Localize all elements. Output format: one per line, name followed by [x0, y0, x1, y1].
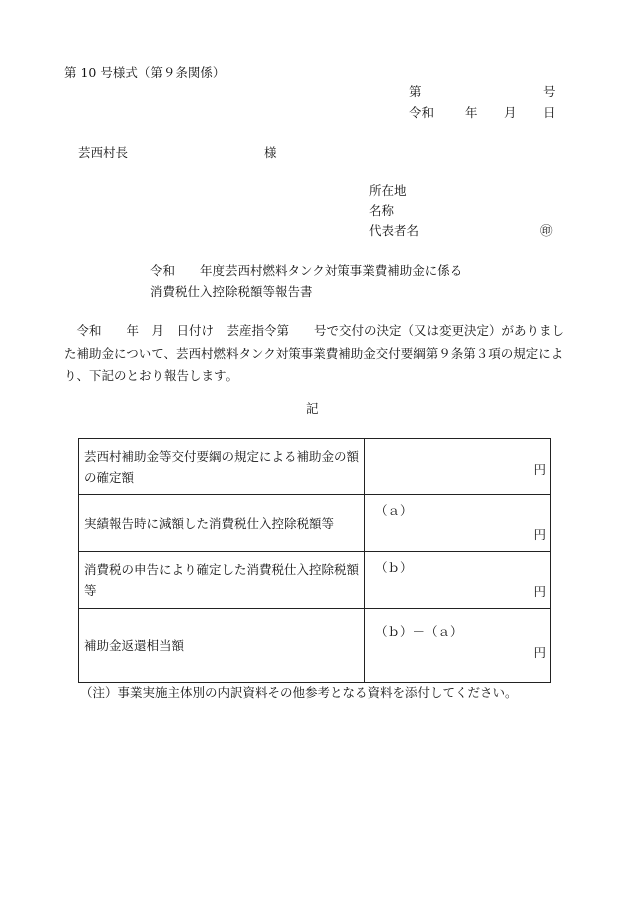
- table-row: [79, 495, 551, 552]
- report-table: [78, 438, 551, 683]
- row-label: 消費税の申告により確定した消費税仕入控除税額等: [79, 552, 365, 609]
- ki-heading: 記: [306, 401, 319, 416]
- yen-unit: 円: [533, 583, 546, 599]
- form-number: 第 10 号様式（第９条関係）: [64, 65, 226, 80]
- row-value-cell: [365, 552, 551, 609]
- table-row: [79, 609, 551, 683]
- doc-number-prefix: 第: [409, 84, 422, 99]
- row-tag: （ｂ）－（ａ）: [375, 624, 463, 639]
- seal-icon: ㊞: [540, 223, 553, 238]
- row-value-cell: [365, 439, 551, 495]
- row-label: 補助金返還相当額: [79, 609, 365, 683]
- date-year: 年: [465, 105, 478, 120]
- row-value-cell: [365, 495, 551, 552]
- date-month: 月: [504, 105, 517, 120]
- name-label: 名称: [369, 203, 395, 218]
- addressee-honorific: 様: [264, 145, 277, 160]
- title-line-2: 消費税仕入控除税額等報告書: [150, 284, 313, 299]
- table-row: [79, 439, 551, 495]
- title-line-1: 令和 年度芸西村燃料タンク対策事業費補助金に係る: [150, 263, 463, 278]
- row-label: 実績報告時に減額した消費税仕入控除税額等: [79, 495, 365, 552]
- table-row: [79, 552, 551, 609]
- note: （注）事業実施主体別の内訳資料その他参考となる資料を添付してください。: [80, 685, 518, 700]
- date-day: 日: [543, 105, 556, 120]
- body-paragraph: 令和 年 月 日付け 芸産指令第 号で交付の決定（又は変更決定）がありました補助金について、芸西村燃料タンク対策事業費補助金交付要綱第９条第３項の規定により、下記のとおり報告します。: [64, 323, 565, 383]
- representative-label: 代表者名: [369, 223, 420, 238]
- address-label: 所在地: [369, 183, 407, 198]
- date-era: 令和: [409, 105, 435, 120]
- row-tag: （ａ）: [375, 503, 413, 518]
- row-label: 芸西村補助金等交付要綱の規定による補助金の額の確定額: [79, 439, 365, 495]
- yen-unit: 円: [533, 644, 546, 660]
- yen-unit: 円: [533, 526, 546, 542]
- yen-unit: 円: [533, 461, 546, 477]
- doc-number-suffix: 号: [543, 84, 556, 99]
- row-tag: （ｂ）: [375, 560, 413, 575]
- row-value-cell: [365, 609, 551, 683]
- addressee: 芸西村長: [78, 145, 129, 160]
